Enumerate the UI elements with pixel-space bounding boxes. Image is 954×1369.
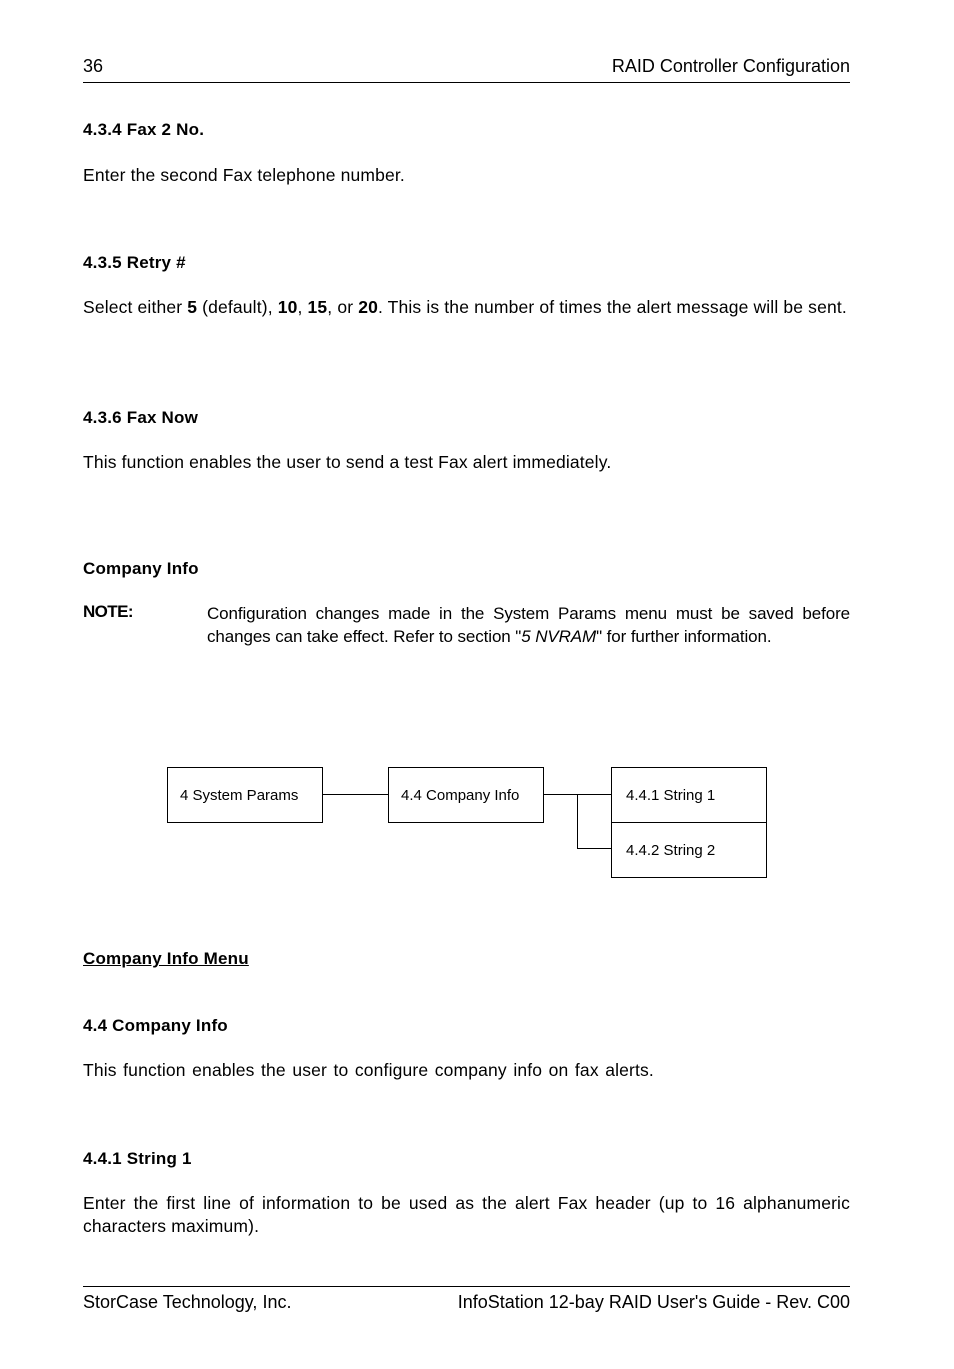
heading-fax-2: 4.3.4 Fax 2 No. xyxy=(83,120,205,139)
retry-text: Select either xyxy=(83,297,188,317)
retry-text: , xyxy=(297,297,308,317)
footer-guide-title: InfoStation 12-bay RAID User's Guide - Rev. C00 xyxy=(457,1292,850,1312)
page-number: 36 xyxy=(83,56,104,76)
company-info-description: This function enables the user to configure company info on fax alerts. xyxy=(83,1060,654,1080)
fax-2-description: Enter the second Fax telephone number. xyxy=(83,165,405,185)
diagram-label: 4 System Params xyxy=(180,786,299,804)
diagram-label: 4.4 Company Info xyxy=(401,786,520,804)
diagram-label: 4.4.2 String 2 xyxy=(626,841,716,859)
note-text xyxy=(207,602,850,648)
retry-option: 5 xyxy=(187,297,198,317)
retry-text: , or xyxy=(327,297,359,317)
company-info-title: Company Info xyxy=(83,559,199,578)
footer-company: StorCase Technology, Inc. xyxy=(83,1292,292,1312)
diagram-box-system-params xyxy=(167,767,323,823)
retry-option: 15 xyxy=(307,297,328,317)
running-header-title: RAID Controller Configuration xyxy=(611,56,850,76)
diagram-box-company-info xyxy=(388,767,544,823)
diagram-box-string-1 xyxy=(611,767,767,823)
heading-retry: 4.3.5 Retry # xyxy=(83,253,186,272)
diagram-connector xyxy=(577,794,578,849)
note-reference: 5 NVRAM xyxy=(521,627,597,646)
header-rule xyxy=(83,82,850,83)
retry-text: (default), xyxy=(197,297,278,317)
retry-description xyxy=(83,296,850,319)
heading-company-info: 4.4 Company Info xyxy=(83,1016,228,1035)
diagram-label: 4.4.1 String 1 xyxy=(626,786,716,804)
retry-option: 20 xyxy=(358,297,378,317)
heading-fax-now: 4.3.6 Fax Now xyxy=(83,408,199,427)
footer-rule xyxy=(83,1286,850,1287)
retry-option: 10 xyxy=(277,297,298,317)
diagram-connector xyxy=(577,848,611,849)
diagram-box-string-2 xyxy=(611,822,767,878)
string-1-description: Enter the first line of information to be used as the alert Fax header (up to 16 alphanumeric characters maximum). xyxy=(83,1193,850,1236)
diagram-connector xyxy=(323,794,389,795)
note-text-part: Configuration changes made in the System Params menu must be saved before changes can take effect. Refer to section " xyxy=(207,604,850,646)
company-info-menu-title: Company Info Menu xyxy=(83,949,249,968)
heading-string-1: 4.4.1 String 1 xyxy=(83,1149,192,1168)
fax-now-description: This function enables the user to send a test Fax alert immediately. xyxy=(83,452,612,472)
retry-text: . This is the number of times the alert message will be sent. xyxy=(377,297,847,317)
note-text-part: " for further information. xyxy=(596,627,772,646)
note-label: NOTE: xyxy=(83,602,133,621)
